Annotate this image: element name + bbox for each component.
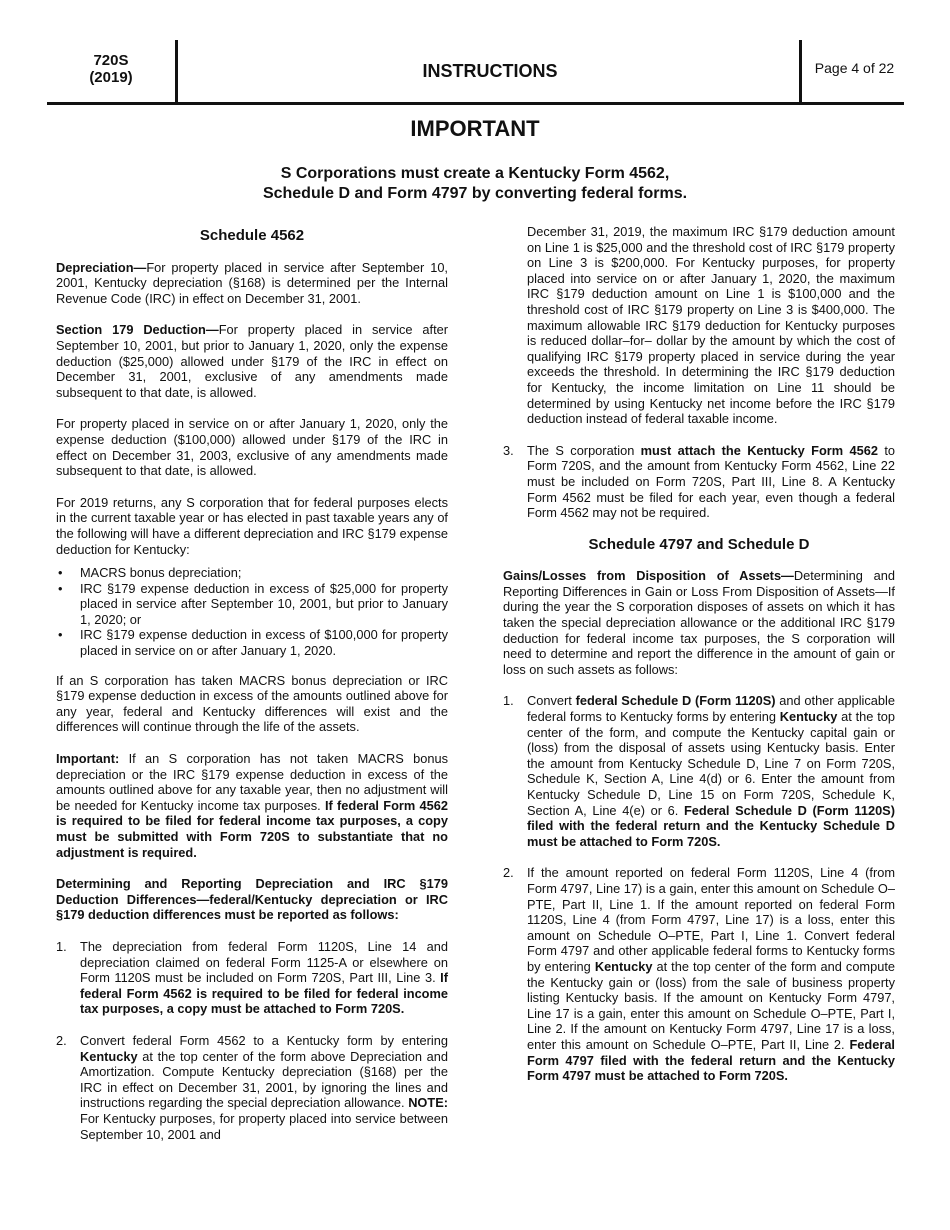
form-year: (2019) (89, 69, 133, 86)
item-text: at the top center of the form, and compute the Kentucky capital gain or (loss) from the disposal of assets using Kentucky basis. Enter the amount from Kentucky Schedule D, Line 7 on Form 720S, Schedule K, Section A, Line 4(d) or 6. Enter the amount from Kentucky Schedule D, Line 15 on Form 720S, Schedule K, Section A, Line 4(e) or 6. (527, 709, 895, 818)
paragraph-2020: For property placed in service on or after January 1, 2020, only the expense deduction ($100,000) allowed under §179 of the IRC in effect on December 31, 2003, exclusive of any amendments made subsequent to that date, is allowed. (56, 416, 448, 479)
item-text: at the top center of the form and compute the Kentucky gain or (loss) from the sale of business property listing Kentucky basis. If the amount on Kentucky Form 4797, Line 17 is a gain, enter this amount on Schedule O–PTE, Part I, Line 2. If the amount on Kentucky Form 4797, Line 17 is a loss, enter this amount on Schedule O–PTE, Part II, Line 2. (527, 958, 895, 1052)
list-item: • MACRS bonus depreciation; (56, 565, 448, 581)
gains-losses-paragraph (503, 568, 895, 677)
important-paragraph (56, 751, 448, 860)
item-number: 3. (503, 442, 514, 458)
numbered-item-3 (503, 443, 895, 521)
depreciation-label: Depreciation— (56, 259, 147, 275)
page-header (47, 40, 904, 105)
item-text: If the amount reported on federal Form 1120S, Line 4 (from Form 4797, Line 17) is a gain, enter this amount on Schedule O–PTE, Part II, Line 1. If the amount reported on federal Form 1120S, Line 4 (from Form 4797, Line 17) is a loss, enter this amount on Schedule O–PTE, Part I, Line 1. Convert federal Form 4797 and other applicable federal forms to Kentucky forms by entering (527, 865, 895, 974)
form-id: 720S (93, 52, 129, 69)
item-bold-text: If federal Form 4562 is required to be filed for federal income tax purposes, a copy must be attached to Form 720S. (80, 970, 448, 1017)
item-number: 2. (56, 1032, 67, 1048)
important-bold-text: If federal Form 4562 is required to be filed for federal income tax purposes, a copy must be submitted with Form 720S to substantiate that no adjustment is required. (56, 797, 448, 860)
item-text: The S corporation (527, 442, 641, 458)
gains-losses-label: Gains/Losses from Disposition of Assets— (503, 568, 794, 584)
section-title: INSTRUCTIONS (422, 61, 558, 81)
page-title: IMPORTANT (410, 116, 540, 141)
item-number: 1. (503, 693, 514, 709)
determining-paragraph: Determining and Reporting Depreciation and IRC §179 Deduction Differences—federal/Kentucky depreciation or IRC §179 deduction differences must be reported as follows: (56, 876, 448, 923)
subtitle-line-2: Schedule D and Form 4797 by converting federal forms. (262, 185, 688, 202)
item-text: to Form 720S, and the amount from Kentucky Form 4562, Line 22 must be included on Form 720S, Part III, Line 8. A Kentucky Form 4562 must be filed for each year, even though a federal Form 4562 may not be required. (527, 442, 895, 521)
item-bold-text: must attach the Kentucky Form 4562 (640, 442, 878, 458)
item-2-continued (503, 224, 895, 427)
section-179-text: For property placed in service after September 10, 2001, but prior to January 1, 2020, only the expense deduction ($25,000) allowed under §179 of the IRC in effect on December 31, 2001, exclusive of any amendments made subsequent to that date, is allowed. (56, 322, 448, 400)
macrs-paragraph: If an S corporation has taken MACRS bonus depreciation or IRC §179 expense deduction in excess of the amounts outlined above for any year, federal and Kentucky differences will exist and the differences will continue through the life of the assets. (56, 672, 448, 735)
item-number: 2. (503, 865, 514, 881)
kentucky-bold: Kentucky (779, 709, 838, 725)
item-text: and other applicable federal forms to Kentucky forms by entering (527, 693, 895, 725)
paragraph-2019: For 2019 returns, any S corporation that for federal purposes elects in the current taxable year or has elected in past taxable years any of the following will have a different depreciation and IRC §179 expense deduction for Kentucky: (56, 494, 448, 557)
kentucky-bold: Kentucky (80, 1048, 138, 1064)
continued-text: December 31, 2019, the maximum IRC §179 deduction amount on Line 1 is $25,000 and the threshold cost of IRC §179 property on Line 3 is $200,000. For Kentucky purposes, for property placed into service on or after January 1, 2020, the maximum IRC §179 deduction amount on Line 1 is $100,000 and the threshold cost of IRC §179 property on Line 3 is $400,000. The maximum allowable IRC §179 deduction for Kentucky purposes is reduced dollar–for– dollar by the amount by which the cost of qualifying IRC §179 property placed in service during the year exceeds the threshold. In determining the IRC §179 deduction for Kentucky, the income limitation on Line 11 should be determined by using Kentucky net income before the IRC §179 deduction instead of federal taxable income. (527, 224, 895, 427)
difference-list (56, 565, 448, 659)
list-item: • IRC §179 expense deduction in excess of $100,000 for property placed in service on or after January 1, 2020. (56, 627, 448, 658)
left-column (56, 224, 448, 1158)
depreciation-paragraph (56, 260, 448, 307)
depreciation-text: For property placed in service after September 10, 2001, Kentucky depreciation (§168) is determined per the Internal Revenue Code (IRC) in effect on December 31, 2001. (56, 259, 448, 306)
numbered-item-2 (56, 1033, 448, 1142)
schedule-4562-heading: Schedule 4562 (199, 227, 305, 244)
item-text: Convert (527, 693, 576, 709)
item-number: 1. (56, 938, 67, 954)
item-text: Convert federal Form 4562 to a Kentucky form by entering (80, 1032, 448, 1048)
item-text: For Kentucky purposes, for property placed into service between September 10, 2001 and (80, 1110, 448, 1142)
form-4797-item-2 (503, 865, 895, 1083)
page-number: Page 4 of 22 (799, 40, 907, 102)
item-bold-text: Federal Form 4797 filed with the federal return and the Kentucky Form 4797 must be attached to Form 720S. (527, 1036, 895, 1084)
schedule-4797-heading: Schedule 4797 and Schedule D (588, 535, 810, 553)
schedule-d-item-1 (503, 693, 895, 849)
important-text: If an S corporation has not taken MACRS bonus depreciation or the IRC §179 expense deduction in excess of the amounts outlined above for any taxable year, then no adjustment will be needed for Kentucky income tax purposes. (56, 751, 448, 813)
right-column (503, 224, 895, 1100)
numbered-item-1 (56, 939, 448, 1017)
note-label: NOTE: (408, 1095, 448, 1111)
item-text: The depreciation from federal Form 1120S, Line 14 and depreciation claimed on federal Form 1125-A or elsewhere on Form 1120S must be included on Form 720S, Part III, Line 3. (80, 938, 448, 986)
section-179-label: Section 179 Deduction— (56, 322, 219, 338)
gains-losses-text: Determining and Reporting Differences in Gain or Loss From Disposition of Assets—If during the year the S corporation disposes of assets on which it has taken the special depreciation allowance or the additional IRC §179 deduction for federal income tax purposes, the S corporation will need to determine and report the difference in the amount of gain or loss on such assets as follows: (503, 568, 895, 677)
page-subtitle (0, 164, 950, 204)
subtitle-line-1: S Corporations must create a Kentucky Form 4562, (280, 165, 670, 182)
item-bold-text: federal Schedule D (Form 1120S) (575, 693, 776, 709)
kentucky-bold: Kentucky (594, 958, 653, 974)
list-item: • IRC §179 expense deduction in excess of $25,000 for property placed in service after September 10, 2001, but prior to January 1, 2020; or (56, 581, 448, 628)
form-id-box (47, 40, 178, 102)
item-text: at the top center of the form above Depreciation and Amortization. Compute Kentucky depreciation (§168) per the IRC in effect on December 31, 2001, by ignoring the lines and instructions regarding the special depreciation allowance. (80, 1048, 448, 1111)
important-label: Important: (56, 751, 120, 767)
item-bold-text: Federal Schedule D (Form 1120S) filed with the federal return and the Kentucky Schedule D must be attached to Form 720S. (527, 802, 895, 849)
section-179-paragraph (56, 322, 448, 400)
